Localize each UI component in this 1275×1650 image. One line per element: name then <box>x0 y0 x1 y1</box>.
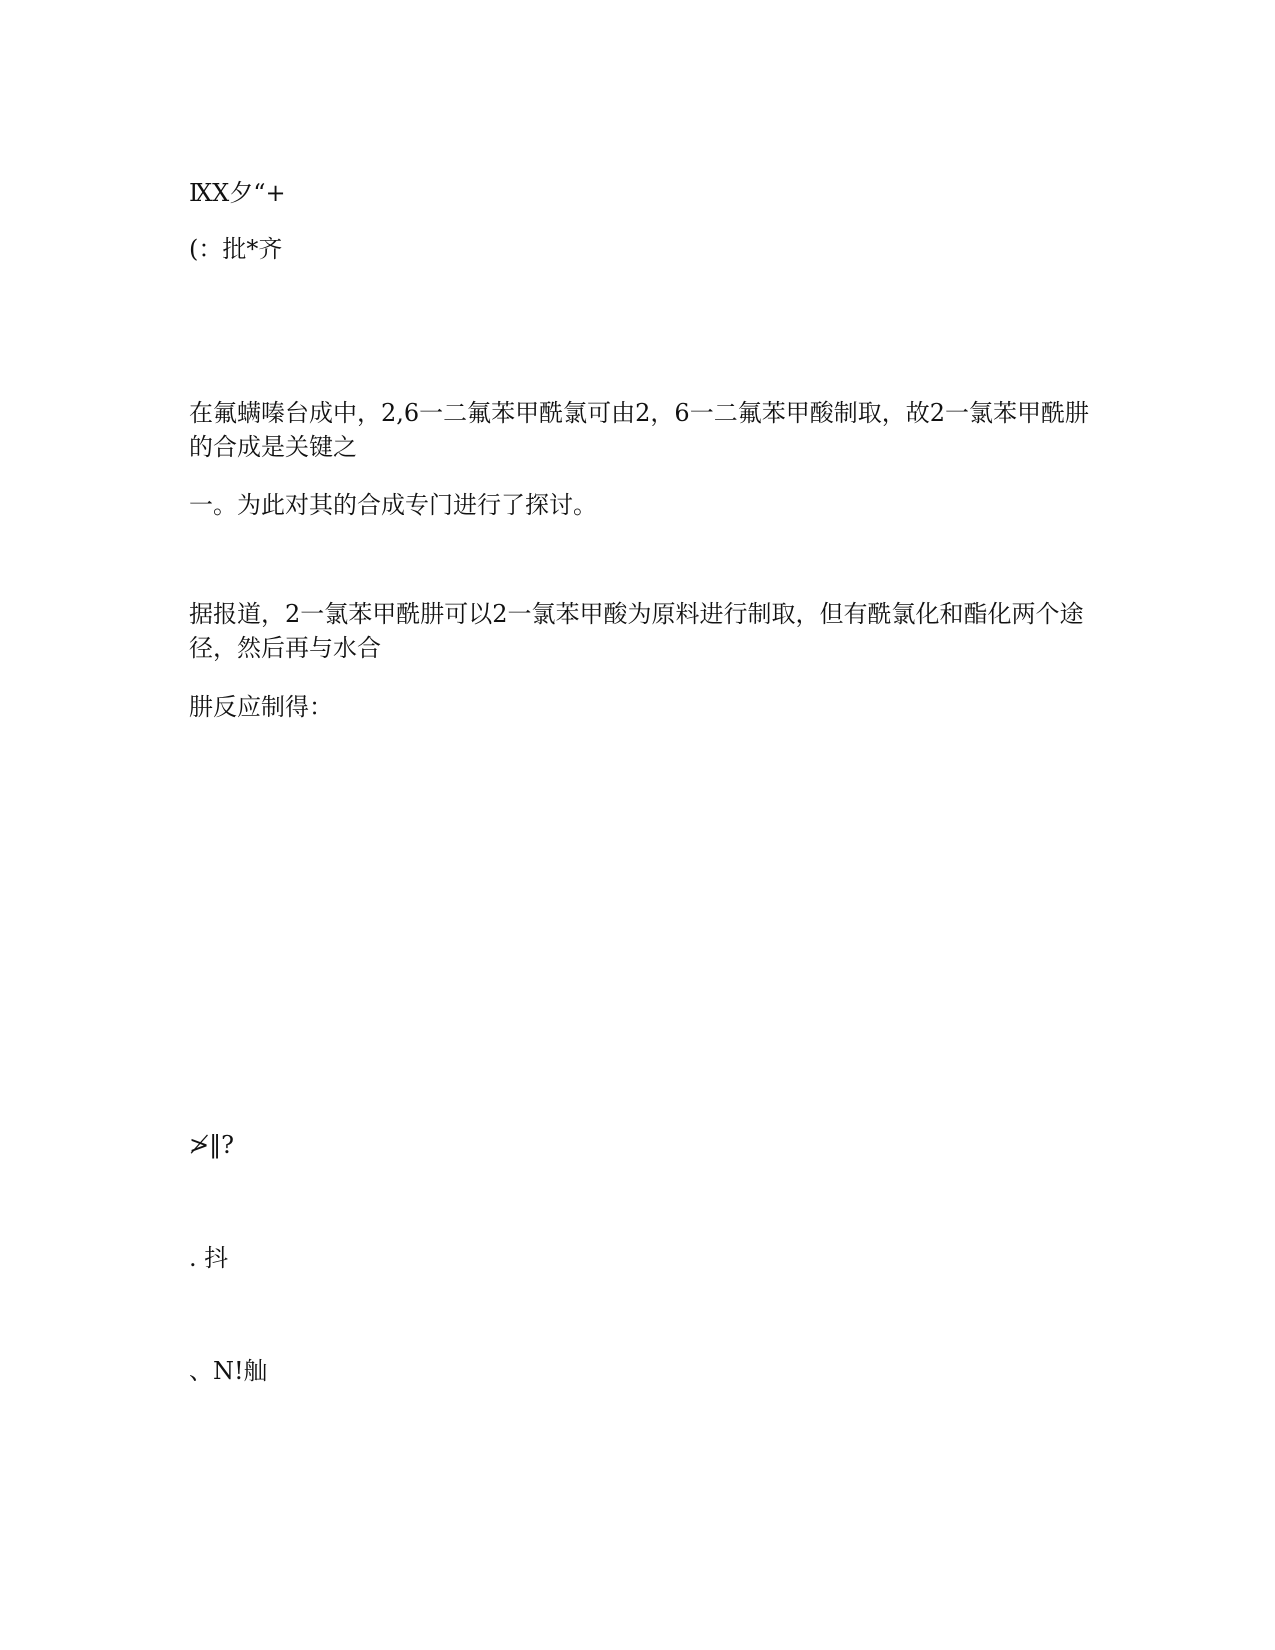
ocr-fragment-line-1: ⅨⅩ夕“+ <box>189 179 286 207</box>
ocr-fragment-line-2: (：批*齐 <box>189 235 283 263</box>
ocr-fragment-line-3: ≯‖? <box>189 1131 234 1159</box>
paragraph-synthesis-intro-continued: 一。为此对其的合成专门进行了探讨。 <box>189 491 597 519</box>
paragraph-synthesis-intro: 在氟螨嗪台成中，2,6一二氟苯甲酰氯可由2，6一二氟苯甲酸制取，故2一氯苯甲酰肼的合成是关键之 <box>189 399 1089 461</box>
ocr-fragment-line-4: . 抖 <box>189 1244 229 1272</box>
paragraph-reported-routes-continued: 肼反应制得： <box>189 693 333 721</box>
ocr-fragment-line-5: 、N!舢 <box>189 1357 268 1385</box>
paragraph-reported-routes: 据报道，2一氯苯甲酰肼可以2一氯苯甲酸为原料进行制取，但有酰氯化和酯化两个途径，然后再与水合 <box>189 600 1084 662</box>
